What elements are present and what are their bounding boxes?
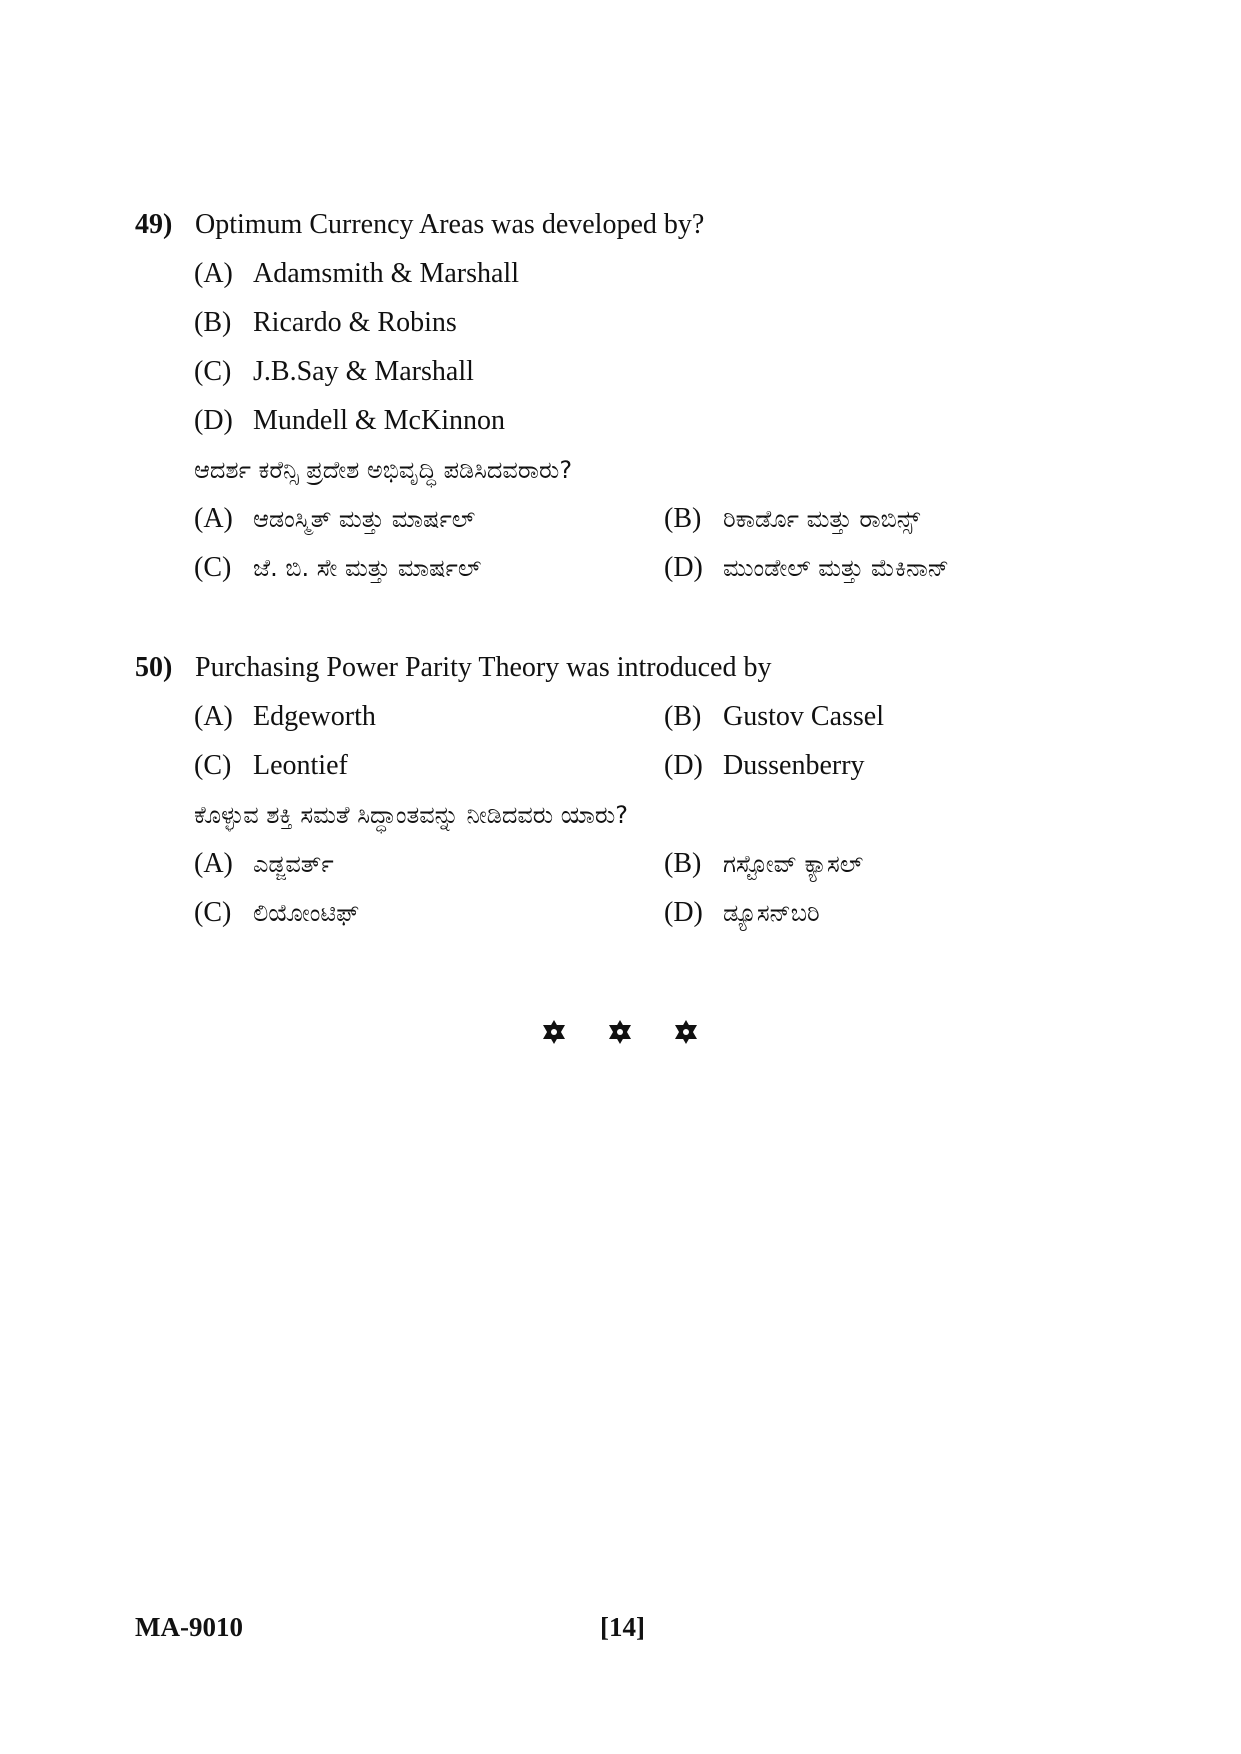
option-text: ಲಿಯೋಂಟಿಫ್	[253, 899, 360, 927]
kn-option-a	[194, 845, 334, 883]
option-text: Leontief	[253, 750, 348, 781]
star-of-david-icon	[540, 1018, 568, 1046]
page-number: [14]	[600, 1612, 645, 1642]
star-of-david-icon	[606, 1018, 634, 1046]
options-row	[194, 747, 1135, 796]
section-end-stars	[540, 1012, 700, 1052]
kn-option-d	[664, 894, 820, 932]
option-c	[194, 353, 1135, 402]
options-row	[194, 549, 1135, 598]
option-letter: (A)	[194, 258, 233, 289]
option-letter: (B)	[664, 701, 702, 732]
kn-option-b	[664, 500, 920, 538]
question-number: 49)	[135, 209, 173, 240]
option-text: ಜೆ. ಬಿ. ಸೇ ಮತ್ತು ಮಾರ್ಷಲ್	[253, 554, 482, 582]
option-text: ಮುಂಡೇಲ್ ಮತ್ತು ಮೆಕಿನಾನ್	[723, 554, 950, 582]
kannada-question-text: ಆದರ್ಶ ಕರೆನ್ಸಿ ಪ್ರದೇಶ ಅಭಿವೃದ್ಧಿ ಪಡಿಸಿದವರಾರು?	[194, 456, 573, 484]
option-text: Edgeworth	[253, 701, 376, 732]
option-letter: (B)	[664, 503, 702, 534]
paper-code: MA-9010	[135, 1612, 243, 1642]
kn-option-c	[194, 549, 481, 587]
option-letter: (A)	[194, 701, 233, 732]
option-text: ಡ್ಯೂಸನ್‌ಬರಿ	[723, 899, 820, 927]
option-letter: (C)	[194, 356, 232, 387]
option-text: Gustov Cassel	[723, 701, 884, 732]
kn-option-d	[664, 549, 949, 587]
option-text: ಆಡಂಸ್ಮಿತ್ ಮತ್ತು ಮಾರ್ಷಲ್	[253, 505, 476, 533]
kannada-options	[194, 845, 1135, 943]
option-text: Dussenberry	[723, 750, 865, 781]
question-header	[135, 206, 1135, 244]
option-letter: (D)	[664, 897, 703, 928]
option-text: J.B.Say & Marshall	[253, 356, 474, 387]
question-49	[135, 206, 1135, 598]
option-text: ಗಸ್ಟೋವ್ ಕ್ಯಾಸಲ್	[723, 850, 864, 878]
option-letter: (A)	[194, 503, 233, 534]
option-b	[664, 698, 884, 736]
option-text: ರಿಕಾರ್ಡೊ ಮತ್ತು ರಾಬಿನ್ಸ್	[723, 505, 921, 533]
question-number: 50)	[135, 652, 173, 683]
option-a	[194, 255, 1135, 304]
option-letter: (D)	[194, 405, 233, 436]
question-50	[135, 649, 1135, 943]
option-a	[194, 698, 376, 736]
option-text: ಎಡ್ಜವರ್ತ್	[253, 850, 334, 878]
kannada-options	[194, 500, 1135, 598]
options-row	[194, 894, 1135, 943]
english-options	[194, 255, 1135, 451]
option-letter: (A)	[194, 848, 233, 879]
option-d	[194, 402, 1135, 451]
option-letter: (B)	[194, 307, 232, 338]
options-row	[194, 698, 1135, 747]
option-text: Mundell & McKinnon	[253, 405, 505, 436]
kn-option-b	[664, 845, 863, 883]
option-letter: (C)	[194, 897, 232, 928]
option-d	[664, 747, 865, 785]
options-row	[194, 845, 1135, 894]
english-options	[194, 698, 1135, 796]
option-text: Ricardo & Robins	[253, 307, 457, 338]
option-c	[194, 747, 348, 785]
option-letter: (D)	[664, 750, 703, 781]
option-text: Adamsmith & Marshall	[253, 258, 519, 289]
question-header	[135, 649, 1135, 687]
question-text: Purchasing Power Parity Theory was introduced by	[195, 652, 772, 683]
kn-option-a	[194, 500, 475, 538]
option-b	[194, 304, 1135, 353]
kannada-question-text: ಕೊಳ್ಳುವ ಶಕ್ತಿ ಸಮತೆ ಸಿದ್ಧಾಂತವನ್ನು ನೀಡಿದವರು ಯಾರು?	[194, 801, 628, 829]
options-row	[194, 500, 1135, 549]
option-letter: (C)	[194, 552, 232, 583]
option-letter: (B)	[664, 848, 702, 879]
option-letter: (D)	[664, 552, 703, 583]
question-text: Optimum Currency Areas was developed by?	[195, 209, 705, 240]
option-letter: (C)	[194, 750, 232, 781]
kn-option-c	[194, 894, 359, 932]
star-of-david-icon	[672, 1018, 700, 1046]
